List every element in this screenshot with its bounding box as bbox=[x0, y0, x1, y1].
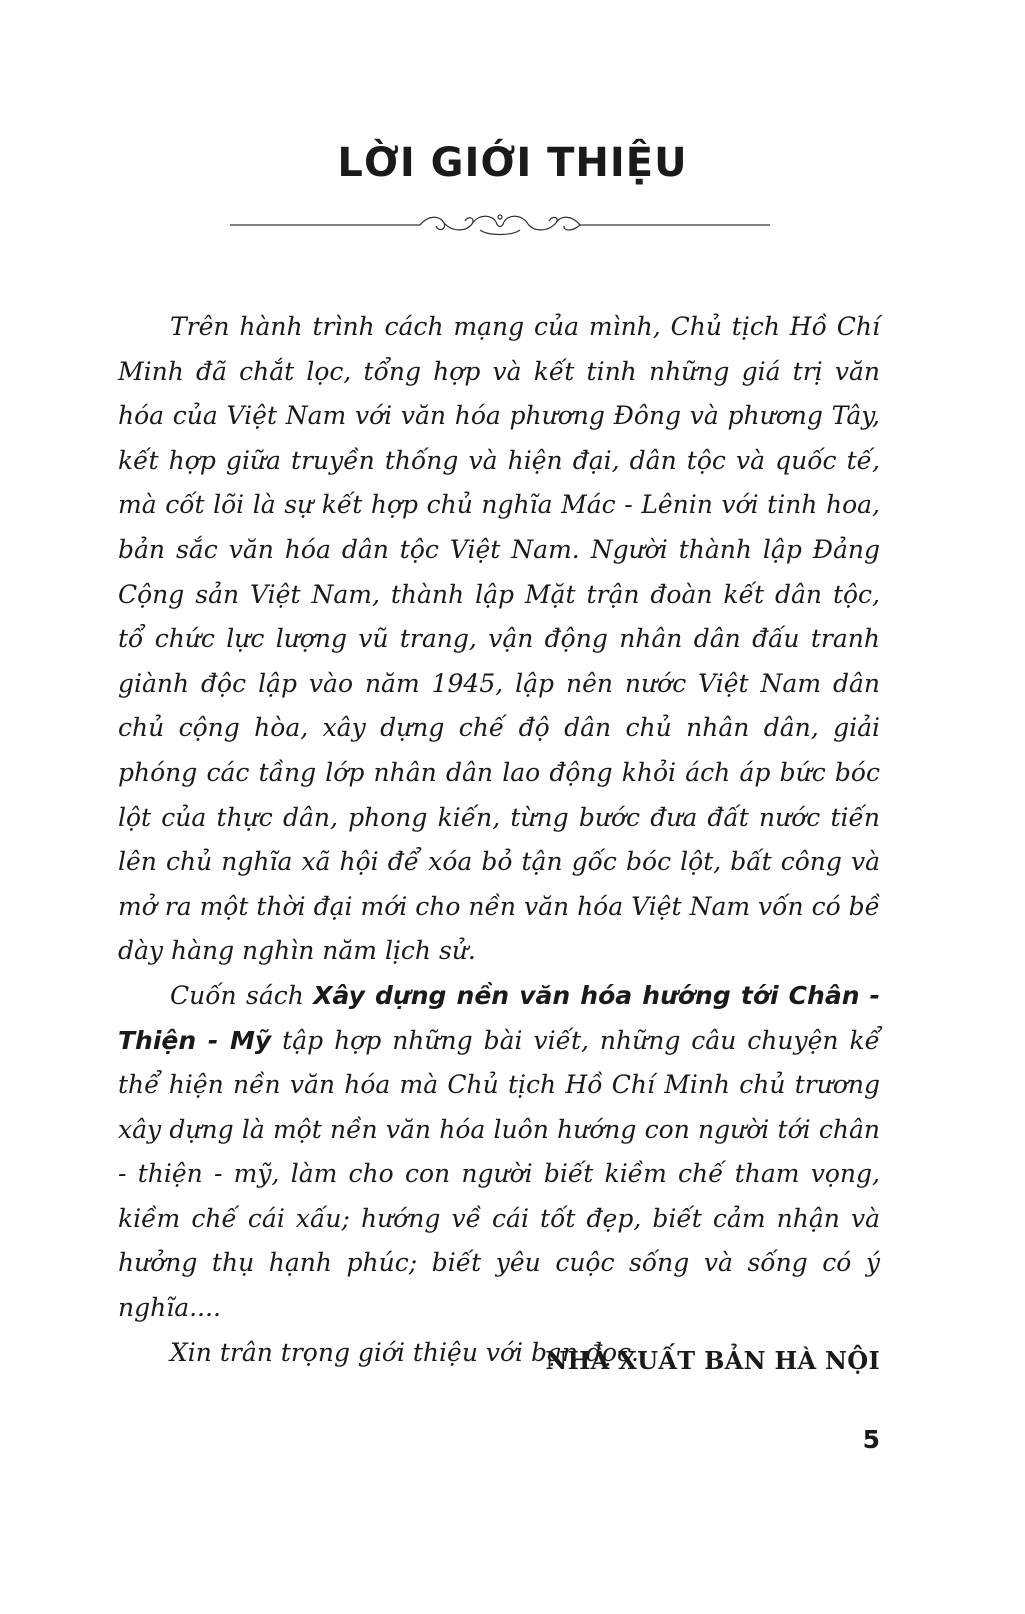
page-number: 5 bbox=[862, 1425, 880, 1454]
paragraph-1: Trên hành trình cách mạng của mình, Chủ tịch Hồ Chí Minh đã chắt lọc, tổng hợp và kết tinh những giá trị văn hóa của Việt Nam với văn hóa phương Đông và phương Tây, kết hợp giữa truyền thống và hiện đại, dân tộc và quốc tế, mà cốt lõi là sự kết hợp chủ nghĩa Mác - Lênin với tinh hoa, bản sắc văn hóa dân tộc Việt Nam. Người thành lập Đảng Cộng sản Việt Nam, thành lập Mặt trận đoàn kết dân tộc, tổ chức lực lượng vũ trang, vận động nhân dân đấu tranh giành độc lập vào năm 1945, lập nên nước Việt Nam dân chủ cộng hòa, xây dựng chế độ dân chủ nhân dân, giải phóng các tầng lớp nhân dân lao động khỏi ách áp bức bóc lột của thực dân, phong kiến, từng bước đưa đất nước tiến lên chủ nghĩa xã hội để xóa bỏ tận gốc bóc lột, bất công và mở ra một thời đại mới cho nền văn hóa Việt Nam vốn có bề dày hàng nghìn năm lịch sử. bbox=[118, 312, 880, 966]
book-title: Xây dựng nền văn hóa hướng tới Chân - Thiện - Mỹ bbox=[118, 980, 881, 1055]
paragraph-2 bbox=[118, 974, 880, 1331]
paragraph-2-rest: tập hợp những bài viết, những câu chuyện kể thể hiện nền văn hóa mà Chủ tịch Hồ Chí Minh chủ trương xây dựng là một nền văn hóa luôn hướng con người tới chân - thiện - mỹ, làm cho con người biết kiềm chế tham vọng, kiềm chế cái xấu; hướng về cái tốt đẹp, biết cảm nhận và hưởng thụ hạnh phúc; biết yêu cuộc sống và sống có ý nghĩa.... bbox=[118, 1025, 880, 1323]
introduction-body bbox=[118, 305, 880, 1375]
paragraph-3: Xin trân trọng giới thiệu với bạn đọc. bbox=[170, 1337, 639, 1367]
publisher-signature: NHÀ XUẤT BẢN HÀ NỘI bbox=[545, 1346, 880, 1375]
scroll-flourish-divider-icon bbox=[230, 210, 770, 240]
paragraph-2-lead: Cuốn sách bbox=[170, 980, 314, 1010]
page-title: LỜI GIỚI THIỆU bbox=[337, 140, 688, 186]
